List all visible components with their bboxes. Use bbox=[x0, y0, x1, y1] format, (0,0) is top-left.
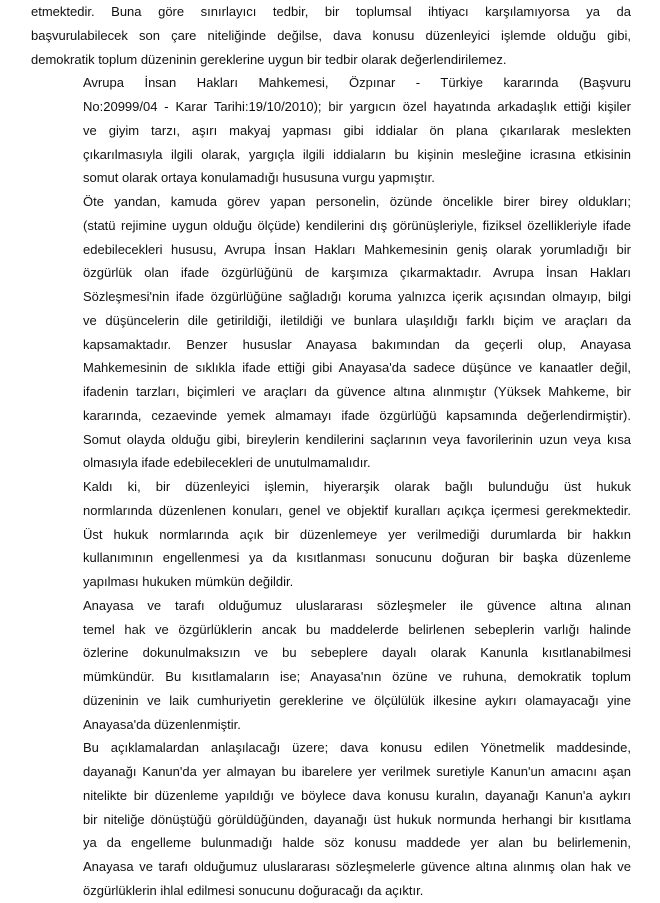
document-page bbox=[31, 0, 631, 903]
text-line: bir niteliğe dönüştüğü görüldüğünden, dayanağı üst hukuk normunda herhangi bir kısıtlama bbox=[83, 811, 631, 827]
text-line: Kaldı ki, bir düzenleyici işlemin, hiyerarşik olarak bağlı bulunduğu üst hukuk bbox=[83, 479, 631, 494]
text-line: (statü rejimine uygun olduğu ölçüde) kendilerini dış görünüşleriyle, fiziksel özellikleriyle ifade bbox=[83, 217, 631, 233]
text-line: çıkarılmasıyla ilgili olarak, yargıçla ilgili iddiaların bu kişinin mesleğine icrasına etkisinin bbox=[83, 146, 631, 162]
text-line: etmektedir. Buna göre sınırlayıcı tedbir, bir toplumsal ihtiyacı karşılamıyorsa ya da bbox=[31, 4, 631, 19]
text-line: Üst hukuk normlarında açık bir düzenlemeye yer verilmediği durumlarda bir hakkın bbox=[83, 526, 631, 542]
paragraph-3 bbox=[31, 190, 631, 475]
text-line: özgürlük olan ifade özgürlüğünü de karşımıza çıkarmaktadır. Avrupa İnsan Hakları bbox=[83, 265, 631, 281]
text-line: Mahkemesinin de sıklıkla ifade ettiği gibi Anayasa'da sadece düşünce ve kanaatler değil, bbox=[83, 360, 631, 376]
text-line: Avrupa İnsan Hakları Mahkemesi, Özpınar - Türkiye kararında (Başvuru bbox=[83, 75, 631, 91]
paragraph-1 bbox=[31, 0, 631, 71]
text-line: özlerine dokunulmaksızın ve bu sebeplere dayalı olarak Kanunla kısıtlanabilmesi bbox=[83, 645, 631, 661]
text-line: Anayasa ve tarafı olduğumuz uluslararası sözleşmeler ile güvence altına alınan bbox=[83, 597, 631, 613]
text-line: başvurulabilecek son çare niteliğinde değilse, dava konusu düzenleyici işlemde olduğu gibi, bbox=[31, 27, 631, 43]
text-line: kapsamaktadır. Benzer hususlar Anayasa bakımından da geçerli olup, Anayasa bbox=[83, 336, 631, 352]
paragraph-4 bbox=[31, 475, 631, 594]
paragraph-5 bbox=[31, 594, 631, 737]
text-line: edebilecekleri hususu, Avrupa İnsan Hakları Mahkemesinin geniş olarak yorumladığı bir bbox=[83, 241, 631, 257]
text-line: demokratik toplum düzeninin gereklerine uygun bir tedbir olarak değerlendirilemez. bbox=[31, 51, 507, 67]
text-line: kullanımının engellenmesi ya da kısıtlanması sonucunu doğuran bir başka düzenleme bbox=[83, 550, 631, 566]
text-line: Öte yandan, kamuda görev yapan personelin, özünde öncelikle birer birey oldukları; bbox=[83, 194, 631, 209]
text-line: dayanağı Kanun'da yer almayan bu ibarelere yer verilmek suretiyle Kanun'un amacını aşan bbox=[83, 764, 631, 779]
text-line: mümkündür. Bu kısıtlamaların ise; Anayasa'nın özüne ve ruhuna, demokratik toplum bbox=[83, 669, 631, 684]
paragraph-2 bbox=[31, 71, 631, 190]
text-line: ve giyim tarzı, aşırı makyaj yapması gibi iddialar ön plana çıkarılarak meslekten bbox=[83, 122, 631, 138]
text-line: ya da engelleme bulunmadığı halde söz konusu maddede yer alan bu belirlemenin, bbox=[83, 835, 631, 851]
text-line: ve düşüncelerin dile getirildiği, iletildiği ve bunlara ulaşıldığı farklı biçim ve araçları da bbox=[83, 312, 631, 328]
text-line: normlarında düzenlenen konuları, genel ve objektif kuralları açıkça içermesi gerekmektedir. bbox=[83, 502, 631, 518]
text-line: Bu açıklamalardan anlaşılacağı üzere; dava konusu edilen Yönetmelik maddesinde, bbox=[83, 740, 631, 756]
text-line: No:20999/04 - Karar Tarihi:19/10/2010); bir yargıcın özel hayatında arkadaşlık ettiği kişiler bbox=[83, 99, 631, 114]
text-line: yapılması hukuken mümkün değildir. bbox=[83, 574, 294, 589]
text-line: nitelikte bir düzenleme yapıldığı ve böylece dava konusu kuralın, dayanağı Kanun'a aykırı bbox=[83, 787, 631, 803]
text-line: Anayasa ve tarafı olduğumuz uluslararası sözleşmelerle güvence altına alınmış olan hak ve bbox=[83, 859, 631, 874]
text-line: somut olarak ortaya konulamadığı hususuna vurgu yapmıştır. bbox=[83, 170, 435, 186]
text-line: Somut olayda olduğu gibi, bireylerin kendilerini saçlarının veya favorilerinin uzun veya kısa bbox=[83, 431, 631, 447]
text-line: olmasıyla ifade edebilecekleri de unutulmamalıdır. bbox=[83, 455, 371, 471]
paragraph-6 bbox=[31, 736, 631, 902]
text-line: Anayasa'da düzenlenmiştir. bbox=[83, 716, 241, 732]
text-line: temel hak ve özgürlüklerin ancak bu maddelerde belirlenen sebeplerin varlığı halinde bbox=[83, 621, 631, 637]
text-line: düzeninin ve laik cumhuriyetin gereklerine ve ölçülülük ilkesine aykırı olamayacağı yine bbox=[83, 692, 631, 708]
text-line: ifadenin tarzları, biçimleri ve araçları da güvence altına alınmıştır (Yüksek Mahkeme, bir bbox=[83, 384, 631, 399]
text-line: kararında, cezaevinde yemek almamayı ifade özgürlüğü kapsamında değerlendirmiştir). bbox=[83, 407, 631, 423]
text-line: özgürlüklerin ihlal edilmesi sonucunu doğuracağı da açıktır. bbox=[83, 882, 424, 898]
text-line: Sözleşmesi'nin ifade özgürlüğüne sağladığı koruma yalnızca içerik açısından olmayıp, bilgi bbox=[83, 289, 631, 304]
